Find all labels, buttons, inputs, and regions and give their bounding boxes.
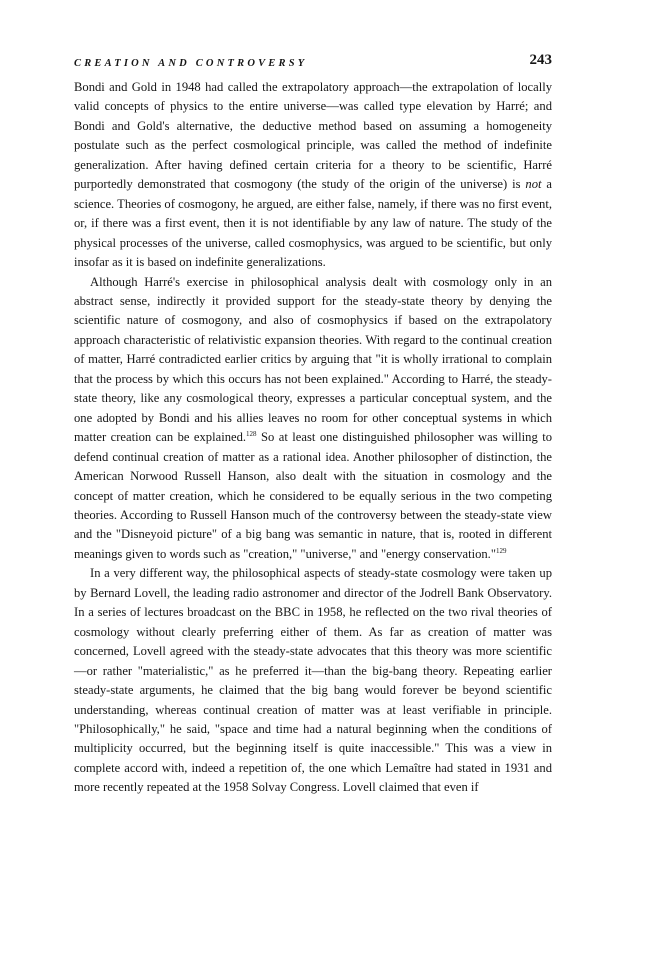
text-run: Although Harré's exercise in philosophical analysis dealt with cosmology only in an abstract sense, indirectly it provided support for the steady-state theory by denying the scientific nature of cosmogony, and also of cosmophysics if based on the extrapolatory approach characteristic of relativistic expansion theories. With regard to the continual creation of matter, Harré contradicted earlier critics by arguing that "it is wholly irrational to complain that the process by which this occurs has not been explained." According to Harré, the steady-state theory, like any cosmological theory, expresses a particular conceptual system, and the one adopted by Bondi and his allies leaves no room for other conceptual systems in which matter creation can be explained.: [74, 274, 552, 445]
text-run: Bondi and Gold in 1948 had called the extrapolatory approach—the extrapolation of locally valid concepts of physics to the entire universe—was called type elevation by Harré; and Bondi and Gold's alternative, the deductive method based on assuming a homogeneity postulate such as the perfect cosmological principle, was called the method of indefinite generalization. After having defined certain criteria for a theory to be scientific, Harré purportedly demonstrated that cosmogony (the study of the origin of the universe) is: [74, 80, 552, 192]
page-number: 243: [529, 52, 552, 68]
footnote-ref: 128: [246, 430, 257, 439]
emphasis: not: [525, 177, 542, 192]
text-run: a science. Theories of cosmogony, he argued, are either false, namely, if there was no first event, or, if there was a first event, then it is not identifiable by any law of nature. The study of the physical processes of the universe, called cosmophysics, was argued to be scientific, but only insofar as it is based on indefinite generalizations.: [74, 177, 552, 270]
paragraph: [74, 78, 552, 273]
book-page: [74, 52, 552, 798]
text-run: In a very different way, the philosophical aspects of steady-state cosmology were taken up by Bernard Lovell, the leading radio astronomer and director of the Jodrell Bank Observatory. In a series of lectures broadcast on the BBC in 1958, he reflected on the two rival theories of cosmology without clearly preferring either of them. As far as creation of matter was concerned, Lovell agreed with the steady-state advocates that this theory was more scientific—or rather "materialistic," as he preferred it—than the big-bang theory. Repeating earlier steady-state arguments, he claimed that the big bang would forever be beyond scientific understanding, whereas continual creation of matter was at least verifiable in principle. "Philosophically," he said, "space and time had a natural beginning when the conditions of multiplicity occurred, but the beginning itself is quite inaccessible." This was a view in complete accord with, indeed a repetition of, the one which Lemaître had stated in 1931 and more recently repeated at the 1958 Solvay Congress. Lovell claimed that even if: [74, 566, 552, 795]
running-header: [74, 52, 552, 78]
paragraph: [74, 564, 552, 797]
running-title: CREATION AND CONTROVERSY: [74, 58, 308, 69]
footnote-ref: 129: [495, 546, 507, 555]
body-text: [74, 78, 552, 798]
paragraph: [74, 273, 552, 565]
text-run: So at least one distinguished philosopher was willing to defend continual creation of matter as a rational idea. Another philosopher of distinction, the American Norwood Russell Hanson, also dealt with the situation in cosmology and the concept of matter creation, which he considered to be equally serious in the two competing theories. According to Russell Hanson much of the controversy between the steady-state view and the "Disneyoid picture" of a big bang was semantic in nature, that is, rooted in different meanings given to words such as "creation," "universe," and "energy conservation.": [74, 430, 553, 561]
